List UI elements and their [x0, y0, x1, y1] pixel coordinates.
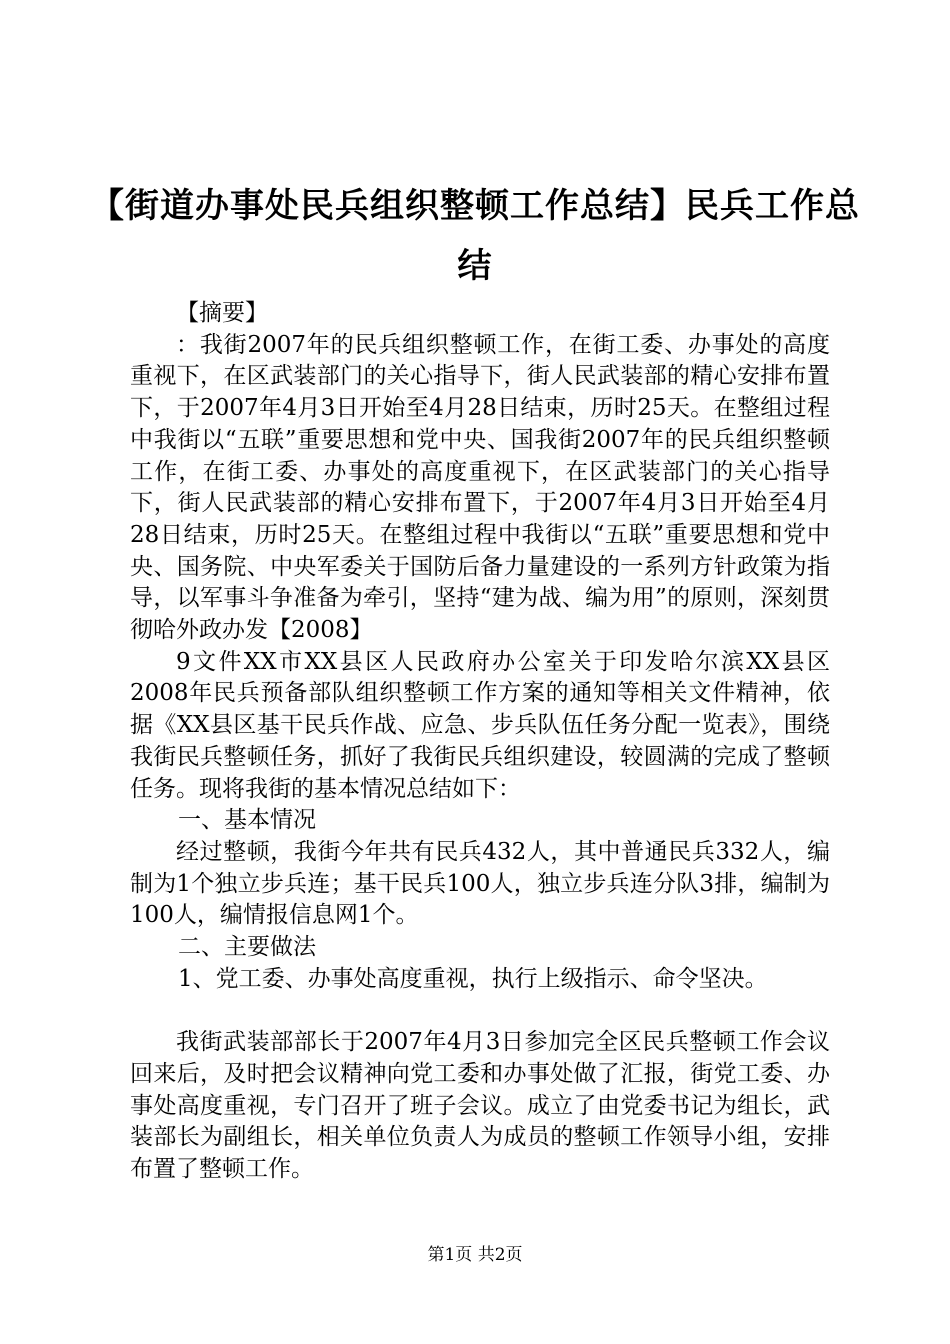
- section-heading-basic-situation: 一、基本情况: [178, 807, 316, 834]
- abstract-paragraph-continued: 9文件XX市XX县区人民政府办公室关于印发哈尔滨XX县区2008年民兵预备部队组织整顿工作方案的通知等相关文件精神，依据《XX县区基干民兵作战、应急、步兵队伍任务分配一览表》，围绕我街民兵整顿任务，抓好了我街民兵组织建设，较圆满的完成了整顿任务。现将我街的基本情况总结如下：: [130, 648, 830, 802]
- item-heading-1: 1、党工委、办事处高度重视，执行上级指示、命令坚决。: [178, 965, 768, 992]
- section-heading-main-practices: 二、主要做法: [178, 934, 316, 961]
- abstract-heading: 【摘要】: [176, 300, 268, 326]
- basic-situation-paragraph: 经过整顿，我街今年共有民兵432人，其中普通民兵332人，编制为1个独立步兵连；基干民兵100人，独立步兵连分队3排，编制为100人，编情报信息网1个。: [130, 838, 830, 929]
- paragraph-spacer: [130, 995, 830, 1027]
- document-title: 【街道办事处民兵组织整顿工作总结】民兵工作总结: [90, 186, 860, 286]
- item-1-paragraph: 我街武装部部长于2007年4月3日参加完全区民兵整顿工作会议回来后，及时把会议精神向党工委和办事处做了汇报，街党工委、办事处高度重视，专门召开了班子会议。成立了由党委书记为组长，武装部长为副组长，相关单位负责人为成员的整顿工作领导小组，安排布置了整顿工作。: [130, 1029, 830, 1182]
- page-number-footer: 第1页 共2页: [427, 1245, 523, 1265]
- abstract-paragraph: ：我街2007年的民兵组织整顿工作，在街工委、办事处的高度重视下，在区武装部门的关心指导下，街人民武装部的精心安排布置下，于2007年4月3日开始至4月28日结束，历时25天。在整组过程中我街以“五联”重要思想和党中央、国我街2007年的民兵组织整顿工作，在街工委、办事处的高度重视下，在区武装部门的关心指导下，街人民武装部的精心安排布置下，于2007年4月3日开始至4月28日结束，历时25天。在整组过程中我街以“五联”重要思想和党中央、国务院、中央军委关于国防后备力量建设的一系列方针政策为指导，以军事斗争准备为牵引，坚持“建为战、编为用”的原则，深刻贯彻哈外政办发【2008】: [130, 331, 830, 644]
- document-body: [130, 298, 830, 1186]
